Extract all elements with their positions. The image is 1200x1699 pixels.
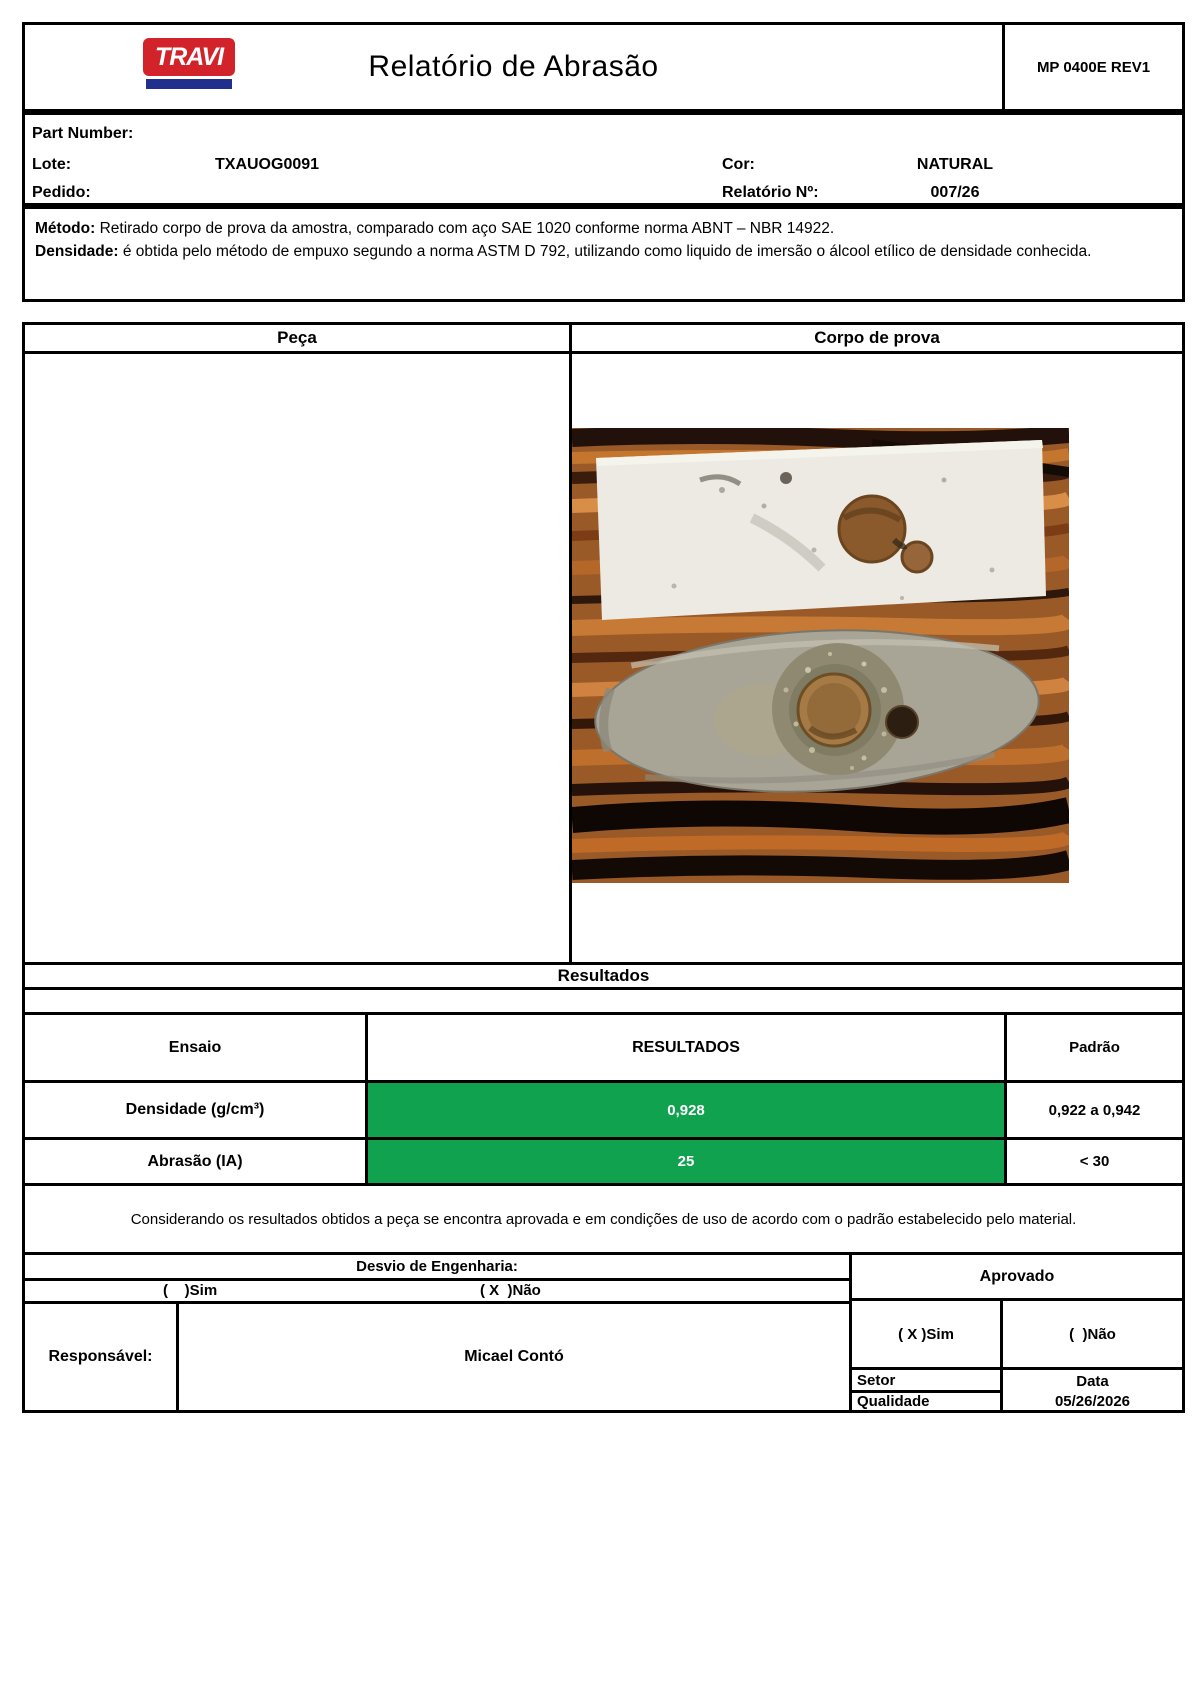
resultados-section-title: Resultados	[25, 962, 1182, 987]
specimen-photo	[572, 428, 1069, 883]
cor-value: NATURAL	[916, 156, 994, 173]
corpo-header-cell: Corpo de prova	[814, 328, 940, 347]
responsavel-row	[25, 1301, 849, 1410]
corpo-photo-cell	[572, 354, 1182, 962]
results-header-row	[25, 1012, 1182, 1080]
identification-form	[22, 112, 1185, 206]
densidade-paragraph	[35, 240, 1172, 263]
densidade-label: Densidade:	[35, 243, 119, 260]
responsavel-label: Responsável:	[25, 1304, 179, 1410]
desvio-options	[25, 1278, 849, 1301]
metodo-label: Método:	[35, 220, 96, 237]
logo-red-box	[143, 38, 235, 76]
abrasao-padrao: < 30	[1079, 1153, 1110, 1170]
metodo-text: Retirado corpo de prova da amostra, comparado com aço SAE 1020 conforme norma ABNT – NBR 14922.	[95, 220, 835, 237]
pedido-label: Pedido:	[32, 184, 91, 201]
abrasao-ensaio: Abrasão (IA)	[25, 1140, 368, 1183]
page-title: Relatório de Abrasão	[368, 50, 659, 83]
aprovado-title: Aprovado	[979, 1267, 1055, 1285]
peca-photo-cell	[25, 354, 572, 962]
setor-data-block	[852, 1367, 1182, 1410]
peca-header-cell: Peça	[25, 325, 572, 351]
header-title-cell	[25, 25, 1005, 109]
data-column	[1003, 1370, 1182, 1410]
responsavel-value: Micael Contó	[464, 1348, 564, 1365]
aprovado-nao-checkbox: ( )Não	[1069, 1325, 1116, 1343]
abrasao-resultado: 25	[368, 1140, 1007, 1183]
logo-text: TRAVI	[154, 42, 224, 71]
specimen-header-row	[25, 325, 1182, 351]
method-description	[22, 206, 1185, 302]
table-row-densidade	[25, 1080, 1182, 1137]
aprovado-section	[852, 1255, 1182, 1410]
desvio-section	[25, 1255, 852, 1410]
report-header	[22, 22, 1185, 112]
desvio-title: Desvio de Engenharia:	[356, 1258, 518, 1275]
doc-code: MP 0400E REV1	[1036, 58, 1151, 76]
densidade-resultado: 0,928	[368, 1083, 1007, 1137]
col-header-ensaio: Ensaio	[25, 1015, 368, 1080]
desvio-sim-checkbox: ( )Sim	[163, 1282, 218, 1299]
main-table	[22, 322, 1185, 1413]
metodo-paragraph	[35, 217, 1172, 240]
lote-value: TXAUOG0091	[215, 156, 320, 173]
travi-logo	[143, 38, 239, 89]
specimen-content-row	[25, 351, 1182, 962]
densidade-ensaio: Densidade (g/cm³)	[25, 1083, 368, 1137]
setor-column	[852, 1370, 1003, 1410]
col-header-padrao: Padrão	[1069, 1039, 1120, 1056]
table-row-abrasao	[25, 1137, 1182, 1183]
col-header-resultados: RESULTADOS	[368, 1015, 1007, 1080]
data-value: 05/26/2026	[1054, 1393, 1131, 1410]
desvio-nao-checkbox: ( X )Não	[480, 1282, 541, 1299]
conclusion-text: Considerando os resultados obtidos a peça se encontra aprovada e em condições de uso de acordo com o padrão estabelecido pelo material.	[25, 1183, 1182, 1252]
densidade-padrao: 0,922 a 0,942	[1048, 1101, 1141, 1119]
cor-label: Cor:	[722, 156, 755, 173]
densidade-text: é obtida pelo método de empuxo segundo a norma ASTM D 792, utilizando como liquido de imersão o álcool etílico de densidade conhecida.	[118, 243, 1092, 260]
aprovado-options	[852, 1298, 1182, 1367]
data-label: Data	[1076, 1373, 1109, 1390]
relatorio-value: 007/26	[930, 184, 980, 201]
approval-block	[25, 1252, 1182, 1410]
setor-label: Setor	[852, 1370, 1000, 1393]
part-number-label: Part Number:	[32, 125, 134, 142]
lote-label: Lote:	[32, 156, 72, 173]
relatorio-label: Relatório Nº:	[722, 184, 819, 201]
logo-blue-bar	[146, 79, 232, 89]
empty-strip	[25, 987, 1182, 1012]
aprovado-sim-checkbox: ( X )Sim	[852, 1301, 1003, 1367]
setor-value: Qualidade	[857, 1393, 930, 1410]
